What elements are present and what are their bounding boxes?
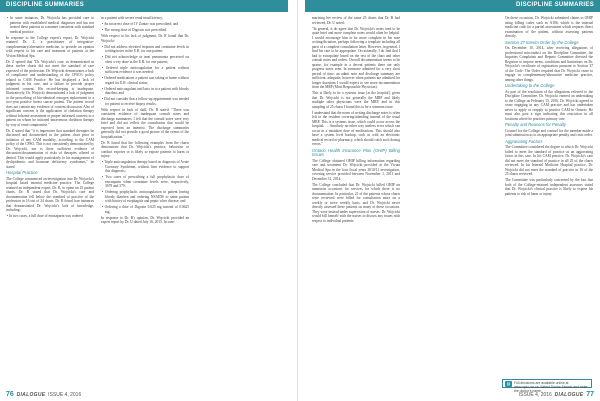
paragraph: As part of the resolution of the allegations referred to the Discipline Committee, Dr. Wojcicki entered an undertaking to the College on February 15, 2016. Dr. Wojcicki agreed to cease engaging in any CAM practice and has undertaken never to apply or reapply to practise CAM in Ontario. He must also post a sign indicating this restriction in all locations where he practises primary care. — [505, 89, 593, 121]
bullet-item: • Did not acknowledge or treat pneumonia perceived on chest x-ray done in the E.R. for one patient; — [102, 55, 189, 64]
paragraph: On these occasions, Dr. Wojcicki submitted claims to OHIP using billing codes such as A186, which is the internal medicine code for a partial assessment which requires direct examination of the patient, without assessing patients directly. — [505, 16, 593, 38]
bullet-item: • In some instances, Dr. Wojcicki has provided care to patients with established medical diagnoses and has not treated these patients in a manner consistent with standard medical practice. — [7, 16, 94, 34]
bullet-item: • Triple anticoagulation therapy based on diagnosis of Acute Coronary Syndrome, without firm evidence to support this diagnosis; — [102, 160, 189, 173]
header-band-right — [305, 0, 600, 12]
page-number-left: 76 — [6, 391, 14, 398]
paragraph: With respect to lack of skill, Dr. R stated: "There was consistent evidence of inadequate consult notes and discharge summaries. I felt that the consult notes were very brief and did not reflect the consultation that would be expected from an internist. The discharge summaries generally did not provide a good picture of the events of the hospitalization." — [101, 107, 189, 139]
paragraph: The Committee considered the degree to which Dr. Wojcicki failed to meet the standard of practice as an aggravating factor in this case. In his CAM practice, Dr. Wojcicki's care did not meet the standard of practice in all 25 of the charts reviewed. In his Internal Medicine Hospital practice, Dr. Wojcicki did not meet the standard of practice in 16 of the 25 charts reviewed. — [505, 145, 593, 176]
paragraph: In response to the College expert's report, Dr. Wojcicki retained Dr. Z, a practitioner of integrative-complementary/alternative medicine, to provide an opinion with respect to his care and treatment of patients at the Vivian Medical Spa. — [6, 35, 94, 58]
paragraph: The College obtained OHIP billing information regarding care and treatment Dr. Wojcicki provided at the Vivian Medical Spa in the four fiscal years 2010/11 investigation, covering service provided between November 1, 2011 and December 31, 2014. — [312, 158, 400, 181]
section-heading: Penalty and Reasons for Penalty — [505, 122, 566, 127]
paragraph: This is likely to be a systems issue [at the hospital], given that Dr. Wojcicki is not generally the MRP and likely multiple other physicians were the MRP, and in this sampling of 25 charts I found this to be a common issue. — [312, 91, 400, 109]
section-heading: Section 37 Interim Order by the College — [505, 39, 579, 45]
section-heading: Hospital Practice — [6, 170, 38, 175]
section-heading: Aggravating Factors — [505, 138, 543, 144]
header-band-left — [0, 0, 288, 12]
full-decisions-notice — [502, 379, 592, 393]
bullet-item: • In two cases, a full dose of enoxaparin was ordered — [7, 214, 83, 218]
text-column-2 — [101, 16, 189, 382]
bullet-item: • Ordered anticoagulant and lasix in to a patient with bloody diarrhea; and — [102, 86, 189, 95]
paragraph: With respect to his lack of judgment, Dr. R found that Dr. Wojcicki: — [101, 34, 189, 43]
paragraph: Counsel for the College and counsel for the member made a joint submission as to an appropriate penalty and costs order. — [505, 128, 593, 137]
bullet-item: • Did not address elevated troponin and creatinine levels in writing/notes in the E.R. for one patient; — [102, 44, 189, 53]
publication-name-left: DIALOGUE — [16, 391, 46, 398]
issue-label-right: ISSUE 4, 2016 — [518, 391, 552, 398]
paragraph: "In general, it do agree that Dr. Wojcicki's notes tend to be quite brief and more complete notes would often be helpful. I would encourage him to be more complete in his note writing/dictation, perhaps following a template including all parts of a complete consultation letter. However, in general, I find his care to be appropriate. Occasionally, I do find that I had to extrapolate based on the rest of the chart and other consult notes and orders. Overall documentation seems to be sparse, for example in a decent patients there are only progress notes seen. In someone admitted for a very short period of time, an admit note and discharge summary are sufficient, adequate; however when patients are admitted for longer durations I would expect to see more documentation from the MRP (Most Responsible Physician). — [312, 26, 400, 89]
footer-left — [6, 391, 81, 401]
paragraph: in a patient with severe renal insufficiency; — [101, 16, 164, 20]
issue-label-left: ISSUE 4, 2016 — [48, 391, 82, 398]
paragraph: The College commenced an investigation into Dr. Wojcicki's hospital based internal medicine practice. The College retained an independent expert, Dr. R, to opine on 25 patient charts. Dr. R stated that Dr. Wojcicki's care and documentation fell below the standard of practice of the profession in 16 out of 24 charts. Dr. R found four instances that demonstrated Dr. Wojcicki's lack of knowledge, including: — [6, 176, 94, 212]
text-column-4 — [505, 16, 593, 376]
page-number-right: 77 — [586, 391, 594, 398]
bullet-item: • Ordered medications a patient was taking at home without regard for E.R. clinical status; — [102, 76, 189, 85]
bullet-item: • Did not consider that a follow-up appointment was needed for patient to receive biopsy results. — [102, 97, 189, 106]
notice-text: Full decisions are available online at www.cpso.on.ca. Select Doctor Search and enter the doctor's name. — [514, 380, 588, 393]
text-column-3 — [312, 16, 400, 382]
bullet-item: • Ordered triple anticoagulation for a patient without sufficient evidence it was needed; — [102, 65, 189, 74]
bullet-item: • Two cases of prescribing a full prophylactic dose of enoxaparin when creatinine levels were, respectively, 3679 and 379; — [102, 175, 189, 188]
text-column-1 — [6, 16, 94, 382]
bullet-item: • Ordering prophylactic anticoagulation in patient having bloody diarrhea and ordering NSAIDS to same patient with history of esophagitis and peptic ulcer disease; and — [102, 190, 189, 203]
paragraph: Dr. Z opined that "Dr. Wojcicki's care, as demonstrated in these twelve charts did not meet the standard of care expected of the profession. Dr. Wojcicki demonstrates a lack of compliance and understanding of the CPSO's policy related to CAM Practice. He has displayed a lack of judgment in his care, and a failure to provide proper informed consent. His record-keeping is inadequate. Illustratively, Dr. Wojcicki demonstrated a lack of judgment in the prescribing of bio-identical estrogen replacement to a two-year positive breast cancer patient. The patient record does not contain any evidence of consent discussion. Also of significant concern is the application of chelation therapy without fulsome assessment or proper informed consent; to a patient on whom he initiated intravenous chelation therapy by way of renal compromise." — [6, 59, 94, 127]
paragraph: In response to Dr. R's opinion, Dr. Wojcicki provided an expert report by Dr. U dated July 16, 2015. In sum- — [101, 215, 189, 224]
footer-right — [519, 391, 594, 401]
paragraph: The Committee was particularly concerned by the fact that both of the College-retained independent assessors stated that Dr. Wojcicki's clinical practice is likely to expose his patients to risk of harm or injury. — [505, 178, 593, 196]
paragraph: Dr. R found that the following examples from the charts demonstrate that Dr. Wojcicki's practice, behaviour or conduct exposes or is likely to expose patients to harm or injury: — [101, 140, 189, 158]
section-heading: Ontario Health Insurance Plan (OHIP) Billing Issues — [312, 147, 400, 157]
paragraph: marizing her review of the same 25 charts that Dr. R had reviewed, Dr. U noted: — [312, 16, 400, 25]
bullet-item: • The wrong dose of Digoxin was prescribed. — [102, 28, 168, 32]
paragraph: On December 10, 2014, after receiving allegations of professional misconduct on the Discipline Committee, the Inquiries Complaints and Reports Committee directed the Registrar to impose terms, conditions and limitations on Dr. Wojcicki's certificate of registration pursuant to Section 37 of the Code. The Order required that Dr. Wojcicki cease to engage in complementary/alternative medicine practice, among other things. — [505, 46, 593, 82]
bullet-item: • Ordering a dose of Digoxin 0.625 mg instead of 0.0625 mg. — [102, 205, 189, 214]
document-icon: ▤ — [506, 381, 511, 386]
paragraph: The College concluded that Dr. Wojcicki billed OHIP on numerous occasions for services for which there is no documentation. In particular, 21 of the patients whose charts were reviewed were billed for consultation more on a weekly or twice weekly basis, and Dr. Wojcicki never directly assessed these patients on many of these occasions. They were instead under supervision of nurses. Dr. Wojcicki would bill himself with the nurses to discuss any issues with respect to individual patients. — [312, 182, 400, 223]
paragraph: I understand that the norm of writing discharge notes is often left to the resident covering/attending instead of the usual MRP. This is a systems issue, which could occur across the hospital. … Similarly no-other way uneless error which can occur in a mistaken dose of medications. This should also have a system level backup, such as with an electronic medical record or pharmacy, which should catch such dosing errors." — [312, 110, 400, 146]
section-heading: Undertaking to the College — [505, 83, 555, 88]
page-gutter — [297, 0, 298, 401]
paragraph: Dr. Z stated that "it is imperative that standard therapies be discussed and documented in the patient chart prior to initiation of any CAM modality, according to the CAM policy of the CPSO. This is not consistently demonstrated by Dr. Wojcicki, nor is there sufficient evidence of discussion/documentation of risks of therapies offered or denied. This would apply particularly to his management of dyslipidemia, and hormone deficiency syndromes," he stated. — [6, 128, 94, 169]
section-title-left: DISCIPLINE SUMMARIES — [6, 2, 85, 8]
section-title-right: DISCIPLINE SUMMARIES — [515, 2, 594, 8]
bullet-item: • An incorrect dose of IV Zantac was prescribed; and — [102, 22, 179, 26]
publication-name-right: DIALOGUE — [554, 391, 584, 398]
